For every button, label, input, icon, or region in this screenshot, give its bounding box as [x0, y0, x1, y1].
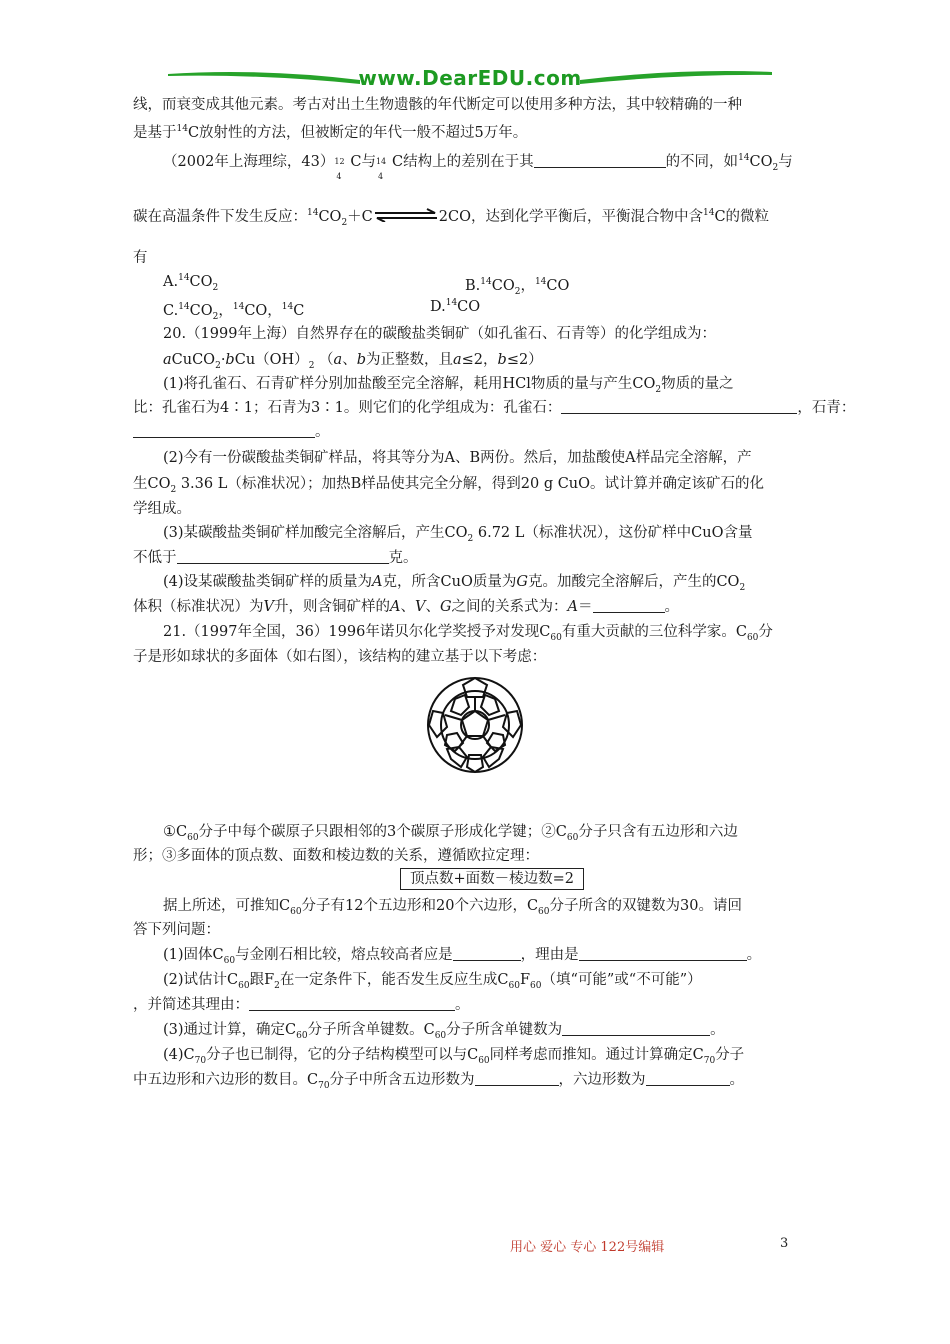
text-line: 体积（标准状况）为V升，则含铜矿样的A、V、G之间的关系式为：A＝ 。 [133, 599, 680, 615]
answer-blank[interactable] [593, 598, 665, 613]
option-a[interactable]: $A.^{14}CO_2$ [163, 273, 219, 293]
answer-blank[interactable] [133, 423, 315, 438]
sub-question-4: $(4)C_{70}$分子也已制得，它的分子结构模型可以与$C_{60}$同样考虑而推知。通过计算确定$C_{70}$分子 [163, 1047, 745, 1066]
answer-blank[interactable] [534, 153, 666, 168]
text-line: 比：孔雀石为4∶1；石青为3∶1。则它们的化学组成为：孔雀石： ，石青： [133, 400, 856, 416]
answer-blank[interactable] [453, 946, 521, 961]
equilibrium-arrow-icon [373, 208, 439, 222]
option-c[interactable]: $C.^{14}CO_2$，$^{14}$CO，$^{14}$C [163, 302, 305, 322]
answer-blank[interactable] [646, 1071, 730, 1086]
answer-blank[interactable] [249, 996, 455, 1011]
text-line: 学组成。 [133, 501, 191, 517]
part-2: (2)今有一份碳酸盐类铜矿样品，将其等分为A、B两份。然后，加盐酸使A样品完全溶解，产 [163, 450, 752, 466]
text-line: 中五边形和六边形的数目。$C_{70}$分子中所含五边形数为 ，六边形数为 。 [133, 1072, 745, 1091]
reaction-line: 碳在高温条件下发生反应：$^{14}CO_2+C$ 2CO，达到化学平衡后，平衡混合物中含$^{14}$C的微粒 [133, 208, 770, 228]
option-d[interactable]: D.$^{14}$CO [430, 298, 481, 315]
option-b[interactable]: $B.^{14}CO_2$，$^{14}$CO [465, 277, 570, 297]
c60-fullerene-icon [425, 675, 525, 775]
text-line: 形；③多面体的顶点数、面数和棱边数的关系，遵循欧拉定理： [133, 848, 539, 864]
answer-blank[interactable] [561, 399, 797, 414]
footer-text: 用心 爱心 专心 122号编辑 [510, 1240, 665, 1255]
text-line: 不低于 克。 [133, 550, 418, 566]
question-19: （2002年上海理综，43） 12 4 C与 14 4 C结构上的差别在于其 的不同，如$^{14}CO_2$与 [163, 153, 793, 181]
part-1: (1)将孔雀石、石青矿样分别加盐酸至完全溶解，耗用HCl物质的量与产生$CO_2$物质的量之 [163, 376, 734, 395]
text-line: 答下列问题： [133, 922, 220, 938]
site-logo: www.DearEDU.com [358, 66, 582, 90]
page-number: 3 [780, 1236, 789, 1251]
answer-blank[interactable] [475, 1071, 559, 1086]
text-line: 子是形如球状的多面体（如右图），该结构的建立基于以下考虑： [133, 649, 547, 665]
text-line: 有 [133, 250, 148, 266]
euler-formula: 顶点数+面数－棱边数=2 [400, 868, 584, 890]
text-line: ，并简述其理由： 。 [133, 997, 470, 1013]
text-line: 线，而衰变成其他元素。考古对出土生物遗骸的年代断定可以使用多种方法，其中较精确的一种 [133, 97, 742, 113]
sub-question-3: (3)通过计算，确定$C_{60}$分子所含单键数。$C_{60}$分子所含单键数为 。 [163, 1022, 725, 1041]
sub-question-1: (1)固体$C_{60}$与金刚石相比较，熔点较高者应是 ，理由是 。 [163, 947, 762, 966]
answer-blank[interactable] [562, 1021, 710, 1036]
text-line: 生$CO_2$ 3.36 L（标准状况）；加热B样品使其完全分解，得到20 g CuO。试计算并确定该矿石的化 [133, 476, 765, 495]
question-20: 20.（1999年上海）自然界存在的碳酸盐类铜矿（如孔雀石、石青等）的化学组成为： [163, 326, 716, 342]
text-line: 是基于$^{14}$C放射性的方法，但被断定的年代一般不超过5万年。 [133, 124, 528, 141]
question-21: 21.（1997年全国，36）1996年诺贝尔化学奖授予对发现$C_{60}$有重大贡献的三位科学家。$C_{60}$分 [163, 624, 773, 643]
answer-blank[interactable] [579, 946, 747, 961]
deduction-line: 据上所述，可推知$C_{60}$分子有12个五边形和20个六边形，$C_{60}$分子所含的双键数为30。请回 [163, 898, 742, 917]
condition-1: $①C_{60}$分子中每个碳原子只跟相邻的3个碳原子形成化学键；$②C_{60}$分子只含有五边形和六边 [163, 824, 738, 843]
formula-line: $aCuCO_2\cdot bCu(OH)_2$ （a、b为正整数，且a≤2，b≤2） [163, 352, 543, 371]
part-3: (3)某碳酸盐类铜矿样加酸完全溶解后，产生$CO_2$ 6.72 L（标准状况），这份矿样中CuO含量 [163, 525, 753, 544]
sub-question-2: (2)试估计$C_{60}$跟$F_2$在一定条件下，能否发生反应生成$C_{60}F_{60}$（填“可能”或“不可能”） [163, 972, 702, 991]
part-4: (4)设某碳酸盐类铜矿样的质量为A克，所含CuO质量为G克。加酸完全溶解后，产生的$CO_2$ [163, 574, 746, 593]
answer-blank[interactable] [177, 549, 389, 564]
text-line: 。 [133, 422, 330, 442]
